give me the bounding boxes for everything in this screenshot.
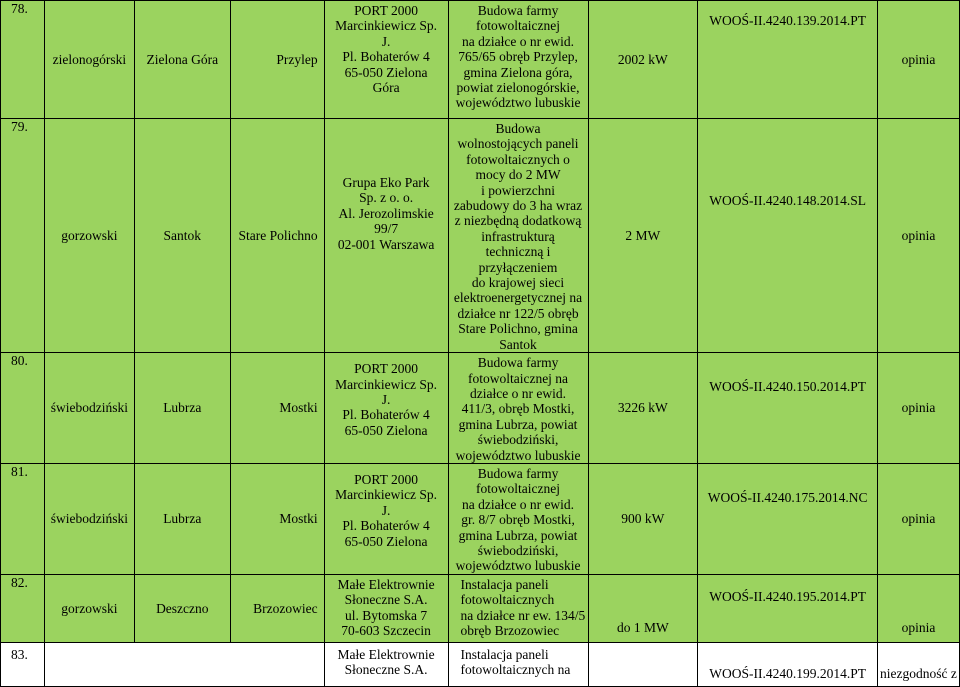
opis-line: świebodziński,	[477, 542, 559, 558]
rodzaj-cell: opinia	[877, 1, 959, 119]
opis-line: obręb Brzozowiec	[460, 623, 560, 638]
powiat-cell: gorzowski	[44, 119, 134, 353]
opis-line: do krajowej sieci	[471, 275, 565, 291]
opis-line: i powierzchni	[481, 182, 555, 198]
powiat-cell: świebodziński	[44, 463, 134, 574]
moc-cell: 2 MW	[588, 119, 698, 353]
opis-line: fotowoltaicznych na	[460, 662, 571, 678]
opis-line: Budowa farmy	[477, 355, 559, 371]
miejscowosc-cell: Mostki	[230, 353, 324, 464]
inwestor-line: Małe Elektrownie	[337, 646, 435, 662]
gmina-cell: Lubrza	[134, 353, 230, 464]
opis-line: gmina Zielona góra,	[463, 64, 573, 80]
row-number: 81.	[1, 463, 45, 574]
opis-line: 411/3, obręb Mostki,	[461, 401, 575, 417]
inwestor-line: PORT 2000	[354, 3, 418, 18]
opis-line: mocy do 2 MW	[475, 167, 561, 183]
row-number: 82.	[1, 574, 45, 642]
opis-line: Budowa	[495, 121, 541, 136]
moc-cell: 900 kW	[588, 463, 698, 574]
opis-line: na działce o nr ewid.	[461, 33, 575, 49]
rodzaj-cell: niezgodność z	[877, 642, 959, 686]
opis-line: powiat zielonogórskie,	[456, 80, 580, 96]
opis-line: fotowoltaicznych o	[466, 151, 570, 167]
inwestor-line: 65-050 Zielona	[344, 533, 428, 549]
opis-line: 765/65 obręb Przylep,	[458, 49, 578, 65]
rodzaj-cell: opinia	[877, 119, 959, 353]
inwestor-line: Pl. Bohaterów 4	[342, 407, 430, 423]
table-row	[1, 574, 960, 642]
opis-line: Instalacja paneli	[460, 646, 549, 662]
inwestor-line: Marcinkiewicz Sp.	[335, 376, 438, 392]
inwestor-line: 65-050 Zielona	[344, 422, 428, 438]
inwestor-line: 02-001 Warszawa	[337, 236, 435, 252]
inwestor-cell	[324, 119, 448, 353]
inwestor-line: PORT 2000	[354, 471, 418, 487]
sygnatura-cell: WOOŚ-II.4240.139.2014.PT	[698, 1, 878, 119]
opis-cell	[448, 119, 588, 353]
opis-cell	[448, 1, 588, 119]
inwestor-cell	[324, 642, 448, 686]
table-row	[1, 642, 960, 686]
inwestor-line: Góra	[372, 80, 400, 96]
sygnatura-cell: WOOŚ-II.4240.175.2014.NC	[698, 463, 878, 574]
location-cell	[44, 642, 324, 686]
opis-line: na działce o nr ewid.	[461, 496, 575, 512]
opis-line: gr. 8/7 obręb Mostki,	[461, 512, 575, 528]
inwestor-cell	[324, 353, 448, 464]
opis-line: województwo lubuskie	[455, 447, 581, 463]
opis-cell	[448, 463, 588, 574]
table-row	[1, 463, 960, 574]
inwestor-line: Pl. Bohaterów 4	[342, 49, 430, 65]
inwestor-line: Słoneczne S.A.	[344, 662, 428, 678]
miejscowosc-cell: Przylep	[230, 1, 324, 119]
moc-cell: 3226 kW	[588, 353, 698, 464]
sygnatura-cell: WOOŚ-II.4240.150.2014.PT	[698, 353, 878, 464]
opis-line: gmina Lubrza, powiat	[458, 416, 578, 432]
row-number: 80.	[1, 353, 45, 464]
inwestor-line: Słoneczne S.A.	[344, 592, 428, 608]
inwestor-line: Al. Jerozolimskie	[338, 205, 434, 221]
rodzaj-cell: opinia	[877, 353, 959, 464]
opis-line: Instalacja paneli	[460, 576, 549, 592]
opis-line: zabudowy do 3 ha wraz	[453, 198, 583, 214]
opis-line: województwo lubuskie	[455, 558, 581, 574]
inwestor-line: J.	[381, 33, 391, 49]
opis-line: świebodziński,	[477, 432, 559, 448]
row-number: 83.	[1, 642, 45, 686]
opis-line: fotowoltaicznej na	[467, 370, 569, 386]
opis-line: Budowa farmy	[477, 3, 559, 18]
opis-line: na działce nr ew. 134/5	[460, 607, 586, 623]
opis-line: fotowoltaicznej	[476, 481, 560, 497]
opis-line: działce nr 122/5 obręb	[457, 305, 579, 321]
gmina-cell: Zielona Góra	[134, 1, 230, 119]
gmina-cell: Deszczno	[134, 574, 230, 642]
sygnatura-cell: WOOŚ-II.4240.148.2014.SL	[698, 119, 878, 353]
powiat-cell: gorzowski	[44, 574, 134, 642]
moc-cell	[588, 642, 698, 686]
inwestor-line: J.	[381, 391, 391, 407]
miejscowosc-cell: Stare Polichno	[230, 119, 324, 353]
inwestor-cell	[324, 463, 448, 574]
opis-line: techniczną i	[485, 244, 551, 260]
gmina-cell: Santok	[134, 119, 230, 353]
opis-line: Stare Polichno, gmina	[458, 321, 578, 337]
rodzaj-cell: opinia	[877, 574, 959, 642]
table-row	[1, 1, 960, 119]
moc-cell: 2002 kW	[588, 1, 698, 119]
powiat-cell: zielonogórski	[44, 1, 134, 119]
table-row	[1, 353, 960, 464]
sygnatura-cell: WOOŚ-II.4240.195.2014.PT	[698, 574, 878, 642]
opis-line: Budowa farmy	[477, 465, 559, 481]
inwestor-line: 70-603 Szczecin	[341, 623, 431, 638]
opis-line: fotowoltaicznej	[476, 18, 560, 34]
opis-line: gmina Lubrza, powiat	[458, 527, 578, 543]
opis-cell	[448, 642, 588, 686]
inwestor-line: 99/7	[374, 221, 399, 237]
opis-line: elektroenergetycznej na	[453, 290, 583, 306]
opis-line: województwo lubuskie	[455, 95, 581, 111]
opis-line: wolnostojących paneli	[457, 136, 579, 152]
opis-cell	[448, 574, 588, 642]
inwestor-line: Grupa Eko Park	[342, 175, 430, 190]
inwestor-line: Małe Elektrownie	[337, 576, 435, 592]
powiat-cell: świebodziński	[44, 353, 134, 464]
opis-line: przyłączeniem	[478, 259, 558, 275]
inwestor-line: Pl. Bohaterów 4	[342, 518, 430, 534]
sygnatura-cell: WOOŚ-II.4240.199.2014.PT	[698, 642, 878, 686]
gmina-cell: Lubrza	[134, 463, 230, 574]
opis-line: z niezbędną dodatkową	[454, 213, 582, 229]
inwestor-line: Sp. z o. o.	[359, 190, 414, 206]
miejscowosc-cell: Brzozowiec	[230, 574, 324, 642]
row-number: 79.	[1, 119, 45, 353]
opis-cell	[448, 353, 588, 464]
opis-line: Santok	[499, 336, 537, 352]
inwestor-line: ul. Bytomska 7	[345, 607, 428, 623]
miejscowosc-cell: Mostki	[230, 463, 324, 574]
inwestor-cell	[324, 1, 448, 119]
opis-line: infrastrukturą	[481, 228, 555, 244]
rodzaj-cell: opinia	[877, 463, 959, 574]
opis-line: fotowoltaicznych	[460, 592, 555, 608]
table-row	[1, 119, 960, 353]
inwestor-line: J.	[381, 502, 391, 518]
inwestor-line: Marcinkiewicz Sp.	[335, 18, 438, 34]
inwestor-line: Marcinkiewicz Sp.	[335, 487, 438, 503]
row-number: 78.	[1, 1, 45, 119]
inwestor-cell	[324, 574, 448, 642]
opis-line: działce o nr ewid.	[470, 385, 566, 401]
moc-cell: do 1 MW	[588, 574, 698, 642]
inwestor-line: 65-050 Zielona	[344, 64, 428, 80]
inwestor-line: PORT 2000	[354, 361, 418, 377]
